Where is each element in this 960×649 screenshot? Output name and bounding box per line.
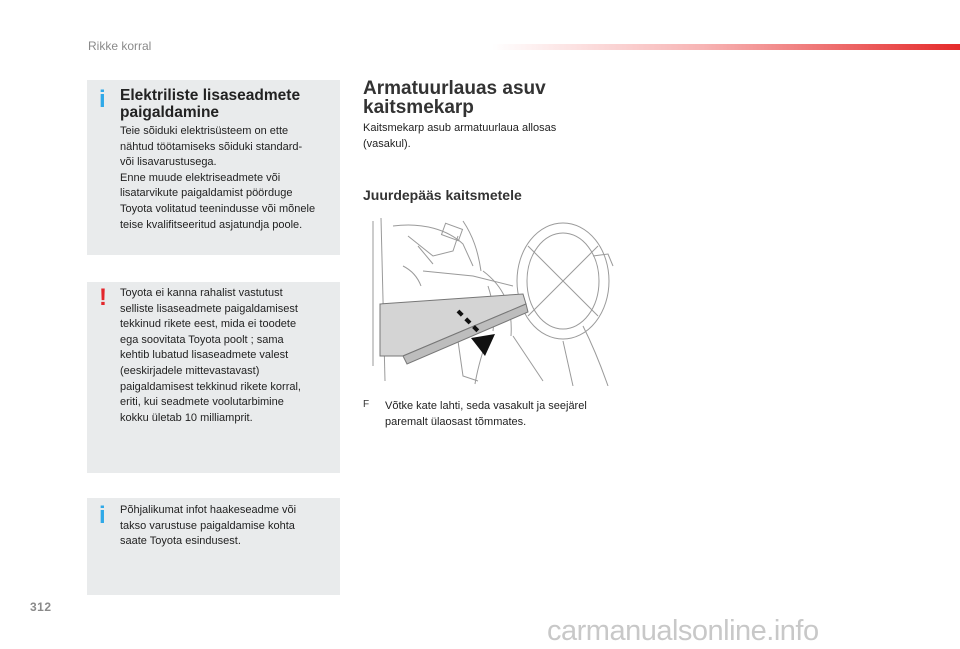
sub-heading: Juurdepääs kaitsmetele <box>363 187 522 203</box>
instruction-text: Võtke kate lahti, seda vasakult ja seejärel paremalt ülaosast tõmmates. <box>385 400 587 428</box>
warning-box-text: Toyota ei kanna rahalist vastutust selliste lisaseadmete paigaldamisest tekkinud rikete eest, mida ei toodete ega soovitata Toyota poolt ; sama kehtib lubatud lisaseadmete valest (eeskirjadele mittevastavast) paigaldamisest tekkinud rikete korral, eriti, kui seadmete voolutarbimine kokku ületab 10 milliamprit. <box>120 287 301 424</box>
info-box-text: Teie sõiduki elektrisüsteem on ette nähtud töötamiseks sõiduki standard- või lisavarustusega. Enne muude elektriseadmete või lisatarvikute paigaldamist pöörduge Toyota volitatud teenindusse või mõnele teise kvalifitseeritud asjatundja poole. <box>120 125 316 231</box>
info-box-text: Põhjalikumat infot haakeseadme või takso varustuse paigaldamise kohta saate Toyota esindusest. <box>120 504 297 548</box>
info-box-electrical-accessories <box>87 80 340 255</box>
watermark: carmanualsonline.info <box>547 615 819 647</box>
warning-icon: ! <box>99 284 107 311</box>
info-box-heading: Elektriliste lisaseadmete paigaldamine <box>120 87 301 121</box>
dashboard-fusebox-illustration <box>363 216 616 386</box>
main-intro-text: Kaitsmekarp asub armatuurlaua allosas (vasakul). <box>363 122 557 150</box>
info-icon: i <box>99 86 106 113</box>
info-box-towing-equipment <box>87 498 340 595</box>
page-number: 312 <box>30 600 52 614</box>
bullet-symbol: F <box>363 399 370 410</box>
main-heading: Armatuurlauas asuv kaitsmekarp <box>363 78 546 118</box>
header-accent-line <box>492 44 960 50</box>
info-icon: i <box>99 502 106 529</box>
warning-box <box>87 282 340 473</box>
section-title: Rikke korral <box>88 39 152 53</box>
